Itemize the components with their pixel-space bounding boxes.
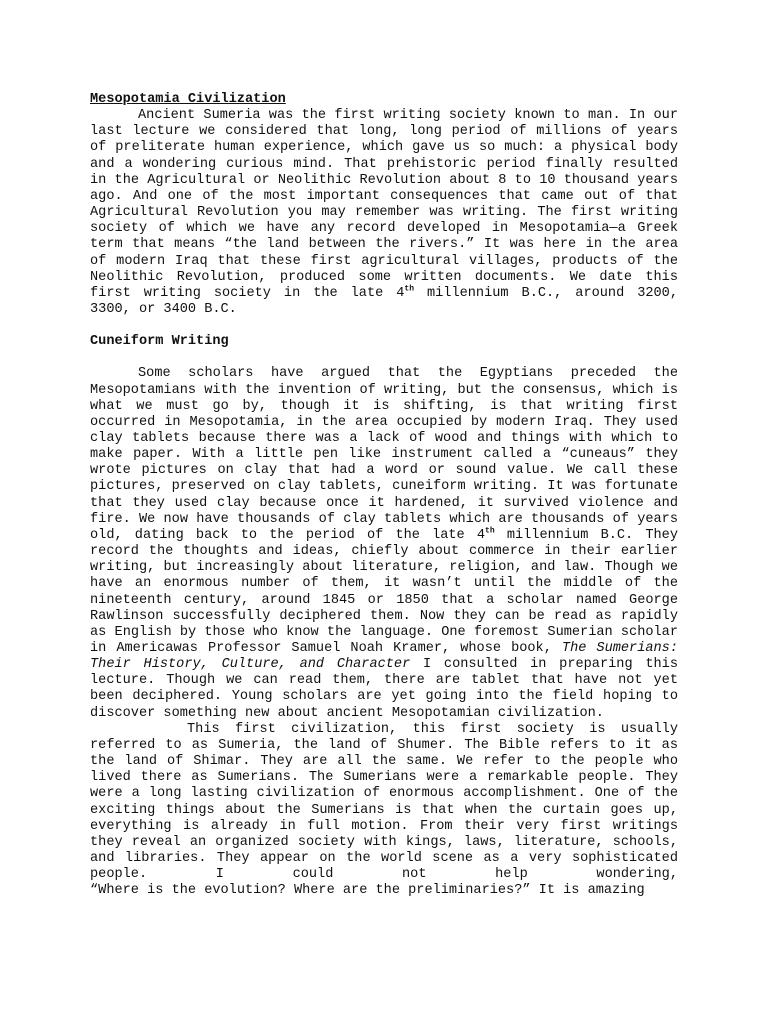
- paragraph-cuneiform-writing: [90, 366, 678, 721]
- book-title: The Sumerians: Their History, Culture, and Character: [90, 641, 678, 673]
- paragraph-first-civilization: This first civilization, this first society is usually referred to as Sumeria, the land of Shumer. The Bible refers to it as the land of Shimar. They are all the same. We refer to the people who lived there as Sumerians. The Sumerians were a remarkable people. They were a long lasting civilization of enormous accomplishment. One of the exciting things about the Sumerians is that when the curtain goes up, everything is already in full motion. From their very first writings they reveal an organized society with kings, laws, literature, schools, and libraries. They appear on the world scene as a very sophisticated people. I could not help wondering,: [90, 721, 678, 883]
- superscript-th: th: [485, 526, 495, 536]
- paragraph-text: millennium B.C., around 3200, 3300, or 3400 B.C.: [90, 285, 678, 318]
- superscript-th: th: [404, 284, 415, 294]
- paragraph-text: millennium B.C. They record the thoughts and ideas, chiefly about commerce in their earlier writing, but increasingly about literature, religion, and law. Though we have an enormous number of them, it wasn’t until the middle of the nineteenth century, around 1845 or 1850 that a scholar named George Rawlinson successfully deciphered them. Now they can be read as rapidly as English by those who know the language. One foremost Sumerian scholar in Americawas Professor Samuel Noah Kramer, whose book,: [90, 527, 679, 656]
- paragraph-text: I consulted in preparing this lecture. Though we can read them, there are tablet that have not yet been deciphered. Young scholars are yet going into the field hoping to discover something new about ancient Mesopotamian civilization.: [90, 657, 678, 721]
- document-page: [90, 92, 678, 900]
- paragraph-ancient-sumeria: [90, 108, 678, 318]
- paragraph-text: Ancient Sumeria was the first writing society known to man. In our last lecture we considered that long, long period of millions of years of preliterate human experience, which gave us so much: a physical body and a wondering curious mind. That prehistoric period finally resulted in the Agricultural or Neolithic Revolution about 8 to 10 thousand years ago. And one of the most important consequences that came out of that Agricultural Revolution you may remember was writing. The first writing society of which we have any record developed in Mesopotamia—a Greek term that means “the land between the rivers.” It was here in the area of modern Iraq that these first agricultural villages, products of the Neolithic Revolution, produced some written documents. We date this first writing society in the late 4: [90, 108, 678, 301]
- section-title-mesopotamia: Mesopotamia Civilization: [90, 92, 286, 107]
- paragraph-text: Some scholars have argued that the Egyptians preceded the Mesopotamians with the invention of writing, but the consensus, which is what we must go by, though it is shifting, is that writing first occurred in Mesopotamia, in the area occupied by modern Iraq. They used clay tablets because there was a lack of wood and things with which to make paper. With a little pen like instrument called a “cuneaus” they wrote pictures on clay that had a word or sound value. We call these pictures, preserved on clay tablets, cuneiform writing. It was fortunate that they used clay because once it hardened, it survived violence and fire. We now have thousands of clay tablets which are thousands of years old, dating back to the period of the late 4: [90, 366, 678, 543]
- spacer: [90, 318, 678, 334]
- section-title-cuneiform: Cuneiform Writing: [90, 334, 229, 350]
- paragraph-evolution-question: “Where is the evolution? Where are the preliminaries?” It is amazing: [90, 883, 645, 899]
- spacer: [90, 350, 678, 366]
